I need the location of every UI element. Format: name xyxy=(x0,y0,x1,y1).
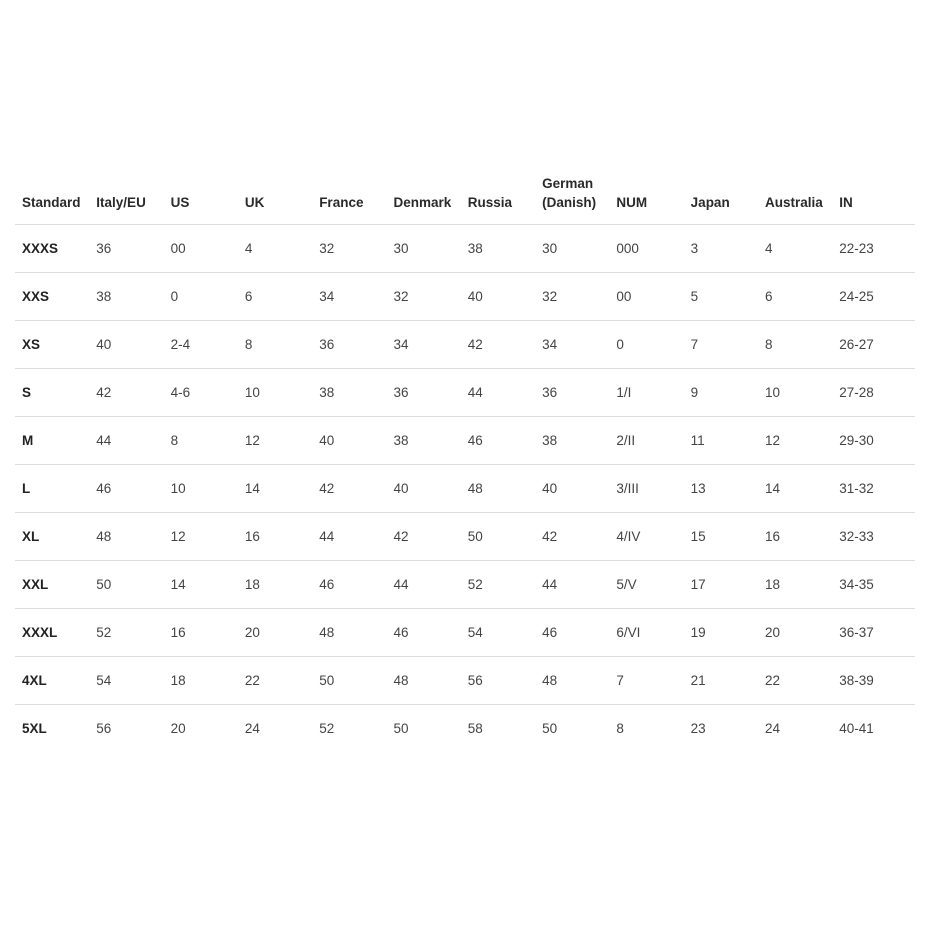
cell-australia: 10 xyxy=(758,369,832,417)
cell-in: 22-23 xyxy=(832,225,915,273)
cell-italy-eu: 56 xyxy=(96,721,112,736)
cell-australia: 6 xyxy=(758,273,832,321)
cell-italy-eu: 48 xyxy=(89,513,163,561)
cell-italy-eu: 40 xyxy=(89,321,163,369)
cell-uk: 22 xyxy=(238,657,312,705)
cell-in: 32-33 xyxy=(832,513,915,561)
cell-france: 38 xyxy=(312,369,386,417)
cell-us: 12 xyxy=(164,513,238,561)
cell-standard: XL xyxy=(15,513,89,561)
cell-italy-eu: 36 xyxy=(89,225,163,273)
cell-standard: XXL xyxy=(15,561,89,609)
cell-standard: 4XL xyxy=(15,657,89,705)
header-australia: Australia xyxy=(758,170,832,225)
cell-japan: 9 xyxy=(684,369,758,417)
cell-russia: 42 xyxy=(461,321,535,369)
table-row xyxy=(15,561,915,609)
cell-in: 24-25 xyxy=(832,273,915,321)
cell-german-danish: 42 xyxy=(535,513,609,561)
header-russia: Russia xyxy=(461,170,535,225)
cell-uk: 4 xyxy=(238,225,312,273)
cell-num: 5/V xyxy=(609,561,683,609)
header-german-danish: German (Danish) xyxy=(535,170,609,225)
cell-denmark: 46 xyxy=(386,609,460,657)
cell-us: 16 xyxy=(164,609,238,657)
table-row xyxy=(15,657,915,705)
cell-japan: 5 xyxy=(684,273,758,321)
cell-denmark: 42 xyxy=(386,513,460,561)
cell-german-danish: 36 xyxy=(535,369,609,417)
cell-us: 0 xyxy=(164,273,238,321)
cell-in: 34-35 xyxy=(832,561,915,609)
cell-german-danish: 50 xyxy=(542,721,558,736)
cell-num: 3/III xyxy=(609,465,683,513)
cell-japan: 21 xyxy=(684,657,758,705)
cell-russia: 40 xyxy=(461,273,535,321)
cell-denmark: 30 xyxy=(386,225,460,273)
cell-russia: 58 xyxy=(467,721,483,736)
cell-us: 00 xyxy=(164,225,238,273)
table-row xyxy=(15,513,915,561)
cell-russia: 48 xyxy=(461,465,535,513)
cell-russia: 38 xyxy=(461,225,535,273)
cell-france: 46 xyxy=(312,561,386,609)
cell-australia: 18 xyxy=(758,561,832,609)
header-us: US xyxy=(164,170,238,225)
cell-german-danish: 40 xyxy=(535,465,609,513)
cell-australia: 16 xyxy=(758,513,832,561)
cell-uk: 14 xyxy=(238,465,312,513)
table-row xyxy=(15,609,915,657)
cell-german-danish: 34 xyxy=(535,321,609,369)
cell-russia: 52 xyxy=(461,561,535,609)
cell-denmark: 50 xyxy=(393,721,409,736)
cell-japan: 15 xyxy=(684,513,758,561)
cell-france: 50 xyxy=(312,657,386,705)
cell-standard: XXXL xyxy=(15,609,89,657)
size-conversion-table xyxy=(15,170,915,752)
cell-denmark: 40 xyxy=(386,465,460,513)
cell-australia: 12 xyxy=(758,417,832,465)
cell-us: 18 xyxy=(164,657,238,705)
cell-denmark: 44 xyxy=(386,561,460,609)
header-denmark: Denmark xyxy=(386,170,460,225)
cell-australia: 8 xyxy=(758,321,832,369)
cell-us: 14 xyxy=(164,561,238,609)
cell-standard: S xyxy=(15,369,89,417)
cell-japan: 23 xyxy=(690,721,706,736)
cell-uk: 24 xyxy=(244,721,260,736)
cell-russia: 50 xyxy=(461,513,535,561)
table-row xyxy=(15,321,915,369)
cell-denmark: 32 xyxy=(386,273,460,321)
cell-italy-eu: 54 xyxy=(89,657,163,705)
cell-italy-eu: 42 xyxy=(89,369,163,417)
cell-russia: 46 xyxy=(461,417,535,465)
cell-france: 42 xyxy=(312,465,386,513)
header-row xyxy=(15,170,915,225)
header-in: IN xyxy=(832,170,915,225)
cell-in: 29-30 xyxy=(832,417,915,465)
header-standard: Standard xyxy=(15,170,89,225)
cell-australia: 22 xyxy=(758,657,832,705)
header-japan: Japan xyxy=(684,170,758,225)
cell-japan: 7 xyxy=(684,321,758,369)
cell-num: 0 xyxy=(609,321,683,369)
cell-standard: L xyxy=(15,465,89,513)
cell-uk: 16 xyxy=(238,513,312,561)
cell-german-danish: 32 xyxy=(535,273,609,321)
cell-france: 48 xyxy=(312,609,386,657)
cell-german-danish: 30 xyxy=(535,225,609,273)
cell-japan: 11 xyxy=(684,417,758,465)
cell-denmark: 36 xyxy=(386,369,460,417)
table-row xyxy=(15,369,915,417)
cell-german-danish: 38 xyxy=(535,417,609,465)
cell-us: 20 xyxy=(170,721,186,736)
header-france: France xyxy=(312,170,386,225)
cell-standard: XXS xyxy=(15,273,89,321)
cell-in: 26-27 xyxy=(832,321,915,369)
cell-num: 2/II xyxy=(609,417,683,465)
cell-in: 40-41 xyxy=(839,721,874,736)
cell-france: 36 xyxy=(312,321,386,369)
cell-australia: 4 xyxy=(758,225,832,273)
cell-in: 27-28 xyxy=(832,369,915,417)
cell-denmark: 34 xyxy=(386,321,460,369)
table-row xyxy=(15,465,915,513)
cell-japan: 17 xyxy=(684,561,758,609)
cell-japan: 19 xyxy=(684,609,758,657)
cell-russia: 56 xyxy=(461,657,535,705)
cell-denmark: 48 xyxy=(386,657,460,705)
cell-france: 40 xyxy=(312,417,386,465)
cell-uk: 18 xyxy=(238,561,312,609)
cell-german-danish: 48 xyxy=(535,657,609,705)
cell-in: 36-37 xyxy=(832,609,915,657)
cell-num: 4/IV xyxy=(609,513,683,561)
cell-italy-eu: 52 xyxy=(89,609,163,657)
cell-us: 10 xyxy=(164,465,238,513)
cell-italy-eu: 44 xyxy=(89,417,163,465)
cell-num: 1/I xyxy=(609,369,683,417)
cell-france: 34 xyxy=(312,273,386,321)
cell-standard: M xyxy=(15,417,89,465)
cell-denmark: 38 xyxy=(386,417,460,465)
cell-num: 8 xyxy=(616,721,624,736)
header-num: NUM xyxy=(609,170,683,225)
cell-japan: 13 xyxy=(684,465,758,513)
cell-german-danish: 44 xyxy=(535,561,609,609)
cell-num: 7 xyxy=(609,657,683,705)
cell-us: 4-6 xyxy=(164,369,238,417)
table-row xyxy=(15,225,915,273)
cell-uk: 12 xyxy=(238,417,312,465)
cell-in: 38-39 xyxy=(832,657,915,705)
cell-standard: XS xyxy=(15,321,89,369)
cell-france: 52 xyxy=(319,721,335,736)
cell-uk: 20 xyxy=(238,609,312,657)
cell-num: 000 xyxy=(609,225,683,273)
cell-num: 6/VI xyxy=(609,609,683,657)
cell-us: 8 xyxy=(164,417,238,465)
cell-russia: 54 xyxy=(461,609,535,657)
cell-italy-eu: 50 xyxy=(89,561,163,609)
header-uk: UK xyxy=(238,170,312,225)
cell-uk: 10 xyxy=(238,369,312,417)
cell-us: 2-4 xyxy=(164,321,238,369)
cell-num: 00 xyxy=(609,273,683,321)
cell-uk: 6 xyxy=(238,273,312,321)
cell-australia: 20 xyxy=(758,609,832,657)
header-italy-eu: Italy/EU xyxy=(89,170,163,225)
table-row xyxy=(15,273,915,321)
table-row xyxy=(15,417,915,465)
cell-german-danish: 46 xyxy=(535,609,609,657)
cell-italy-eu: 46 xyxy=(89,465,163,513)
cell-france: 44 xyxy=(312,513,386,561)
cell-standard: XXXS xyxy=(15,225,89,273)
cell-uk: 8 xyxy=(238,321,312,369)
cell-australia: 14 xyxy=(758,465,832,513)
cell-russia: 44 xyxy=(461,369,535,417)
cell-in: 31-32 xyxy=(832,465,915,513)
cell-italy-eu: 38 xyxy=(89,273,163,321)
table-row xyxy=(15,705,915,753)
cell-standard: 5XL xyxy=(22,721,47,736)
cell-japan: 3 xyxy=(684,225,758,273)
cell-france: 32 xyxy=(312,225,386,273)
table-body xyxy=(15,225,915,753)
cell-australia: 24 xyxy=(764,721,780,736)
